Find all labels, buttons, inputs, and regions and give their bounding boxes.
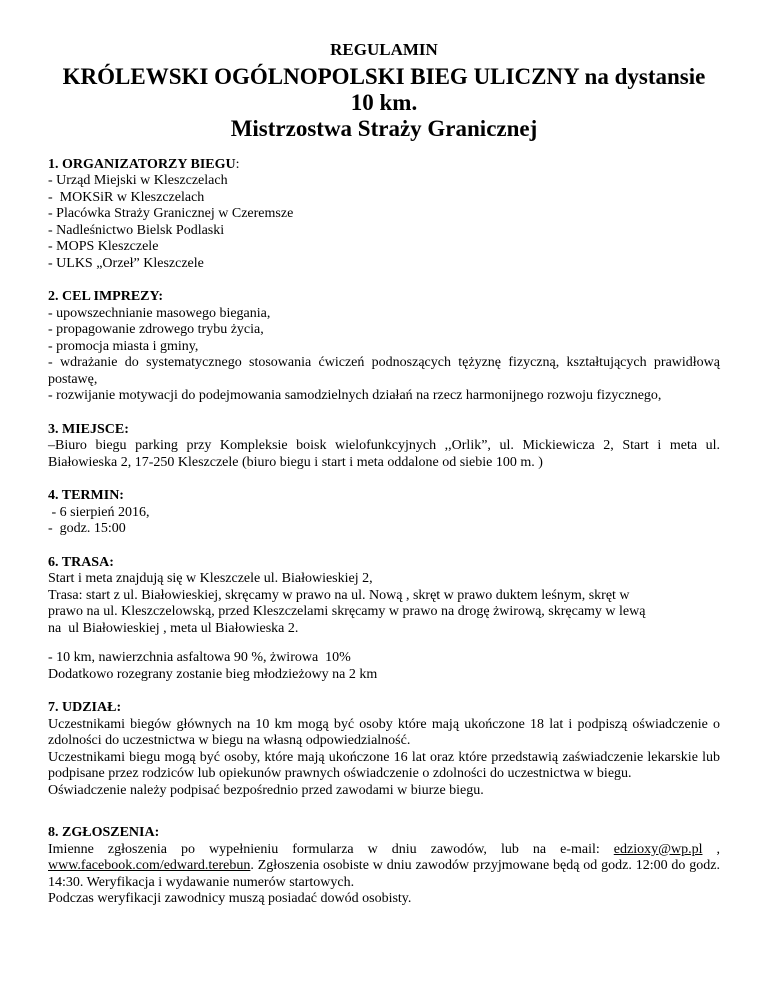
registration-text: , (702, 841, 721, 857)
facebook-link[interactable]: www.facebook.com/edward.terebun (48, 858, 251, 874)
list-item: - upowszechnianie masowego biegania, (48, 305, 271, 321)
section-goal (48, 289, 720, 405)
section-paragraph: Uczestnikami biegu mogą być osoby, które mają ukończone 16 lat oraz które przedstawią zaświadczenie lekarskie lub podpisane przez rodziców lub opiekunów prawnych oświadczenie o zdolności do uczestnictwa w biegu. (48, 749, 720, 782)
list-item: - MOKSiR w Kleszczelach (48, 189, 205, 205)
section-place (48, 422, 720, 472)
route-line: - 10 km, nawierzchnia asfaltowa 90 %, żwirowa 10% (48, 650, 351, 666)
document-title-line2: 10 km. (350, 89, 418, 115)
list-item: - Placówka Straży Granicznej w Czeremsze (48, 206, 294, 222)
section-title: 8. ZGŁOSZENIA: (48, 825, 160, 841)
route-line: na ul Białowieskiej , meta ul Białowieska 2. (48, 620, 299, 636)
section-title: 4. TERMIN: (48, 488, 124, 504)
list-item: - wdrażanie do systematycznego stosowania ćwiczeń podnoszących tężyznę fizyczną, kształtujących prawidłową postawę, (48, 355, 720, 387)
list-item: - godz. 15:00 (48, 521, 126, 537)
section-title: 7. UDZIAŁ: (48, 700, 122, 716)
section-title-text: 1. ORGANIZATORZY BIEGU (48, 156, 236, 172)
list-item: - Urząd Miejski w Kleszczelach (48, 173, 228, 189)
section-participation (48, 700, 720, 799)
section-organizers (48, 157, 720, 273)
list-item: - propagowanie zdrowego trybu życia, (48, 322, 264, 338)
route-line: Trasa: start z ul. Białowieskiej, skręcamy w prawo na ul. Nową , skręt w prawo duktem leśnym, skręt w (48, 587, 630, 603)
section-title: 6. TRASA: (48, 554, 114, 570)
document-title-line3: Mistrzostwa Straży Granicznej (230, 116, 538, 142)
list-item: - promocja miasta i gminy, (48, 338, 199, 354)
list-item: - ULKS „Orzeł” Kleszczele (48, 255, 204, 271)
list-item: - rozwijanie motywacji do podejmowania samodzielnych działań na rzecz harmonijnego rozwoju fizycznego, (48, 388, 662, 404)
route-line: Start i meta znajdują się w Kleszczele ul. Białowieskiej 2, (48, 571, 373, 587)
document-header (48, 40, 720, 143)
section-text: –Biuro biegu parking przy Kompleksie boisk wielofunkcyjnych ,,Orlik”, ul. Mickiewicza 2, Start i meta ul. Białowieska 2, 17-250 Kleszczele (biuro biegu i start i meta oddalone od siebie 100 m. ) (48, 438, 720, 470)
section-title: 2. CEL IMPREZY: (48, 289, 164, 305)
document-title-line1: KRÓLEWSKI OGÓLNOPOLSKI BIEG ULICZNY na dystansie (62, 63, 706, 89)
registration-text: Imienne zgłoszenia po wypełnieniu formularza w dniu zawodów, lub na e-mail: (48, 841, 614, 857)
section-title (48, 157, 720, 174)
section-paragraph: Oświadczenie należy podpisać bezpośrednio przed zawodami w biurze biegu. (48, 782, 484, 798)
list-item: - 6 sierpień 2016, (48, 504, 150, 520)
email-link[interactable]: edzioxy@wp.pl (613, 841, 703, 857)
registration-paragraph (48, 842, 720, 892)
route-line: prawo na ul. Kleszczelowską, przed Kleszczelami skręcamy w prawo na drogę żwirową, skręcamy w lewą (48, 604, 646, 620)
section-date (48, 488, 720, 538)
section-registration (48, 825, 720, 908)
section-title-colon: : (235, 156, 240, 172)
route-line: Dodatkowo rozegrany zostanie bieg młodzieżowy na 2 km (48, 666, 378, 682)
document-label: REGULAMIN (330, 40, 438, 59)
section-route (48, 555, 720, 684)
registration-text: . Zgłoszenia osobiste w dniu zawodów przyjmowane będą od godz. 12:00 do godz. 14:30. Weryfikacja i wydawanie numerów startowych. (48, 858, 720, 890)
list-item: - Nadleśnictwo Bielsk Podlaski (48, 222, 225, 238)
section-title: 3. MIEJSCE: (48, 421, 129, 437)
registration-paragraph: Podczas weryfikacji zawodnicy muszą posiadać dowód osobisty. (48, 891, 412, 907)
list-item: - MOPS Kleszczele (48, 239, 159, 255)
section-paragraph: Uczestnikami biegów głównych na 10 km mogą być osoby które mają ukończone 18 lat i podpiszą oświadczenie o zdolności do uczestnictwa w biegu na własną odpowiedzialność. (48, 716, 720, 749)
